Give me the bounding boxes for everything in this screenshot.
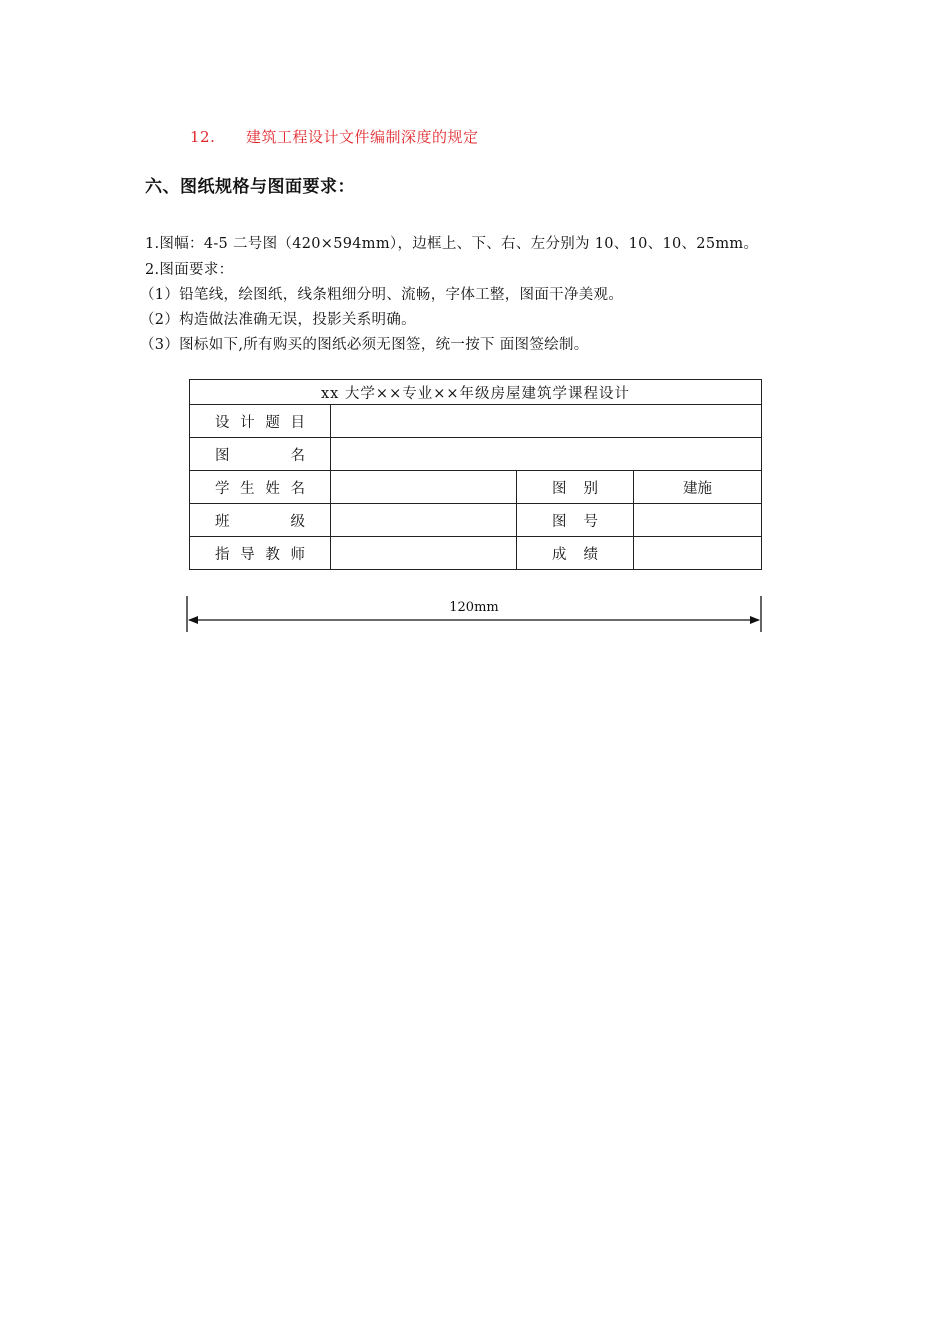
paragraph-paper-size: 1.图幅：4-5 二号图（420×594mm），边框上、下、右、左分别为 10、10、10、25mm。 (145, 236, 759, 252)
title-block-table (189, 379, 762, 570)
dimension-line (186, 596, 762, 632)
reference-text: 建筑工程设计文件编制深度的规定 (246, 128, 479, 146)
label-advisor: 指 导 教 师 (190, 537, 331, 570)
value-design-topic (331, 405, 762, 438)
value-student-name (331, 471, 517, 504)
label-drawing-number: 图 号 (517, 504, 634, 537)
table-row (190, 537, 762, 570)
value-drawing-number (634, 504, 762, 537)
value-drawing-type: 建施 (634, 471, 762, 504)
label-design-topic: 设 计 题 目 (190, 405, 331, 438)
section-title: 六、图纸规格与图面要求： (145, 177, 355, 197)
label-drawing-type: 图 别 (517, 471, 634, 504)
table-row (190, 438, 762, 471)
value-class (331, 504, 517, 537)
reference-item-12 (190, 126, 479, 147)
reference-number: 12. (190, 128, 216, 146)
paragraph-requirement-2: （2）构造做法准确无误，投影关系明确。 (140, 312, 416, 328)
table-row (190, 405, 762, 438)
label-class: 班 级 (190, 504, 331, 537)
label-drawing-name: 图 名 (190, 438, 331, 471)
paragraph-requirement-3: （3）图标如下,所有购买的图纸必须无图签，统一按下 面图签绘制。 (140, 337, 589, 353)
table-row (190, 471, 762, 504)
label-student-name: 学 生 姓 名 (190, 471, 331, 504)
dimension-label: 120mm (449, 600, 499, 615)
paragraph-drawing-requirements: 2.图面要求： (145, 262, 234, 278)
table-row (190, 504, 762, 537)
value-advisor (331, 537, 517, 570)
title-block-header-row (190, 380, 762, 405)
value-grade (634, 537, 762, 570)
value-drawing-name (331, 438, 762, 471)
label-grade: 成 绩 (517, 537, 634, 570)
paragraph-requirement-1: （1）铅笔线，绘图纸，线条粗细分明、流畅，字体工整，图面干净美观。 (140, 287, 624, 303)
title-block-header: xx 大学××专业××年级房屋建筑学课程设计 (190, 380, 762, 405)
